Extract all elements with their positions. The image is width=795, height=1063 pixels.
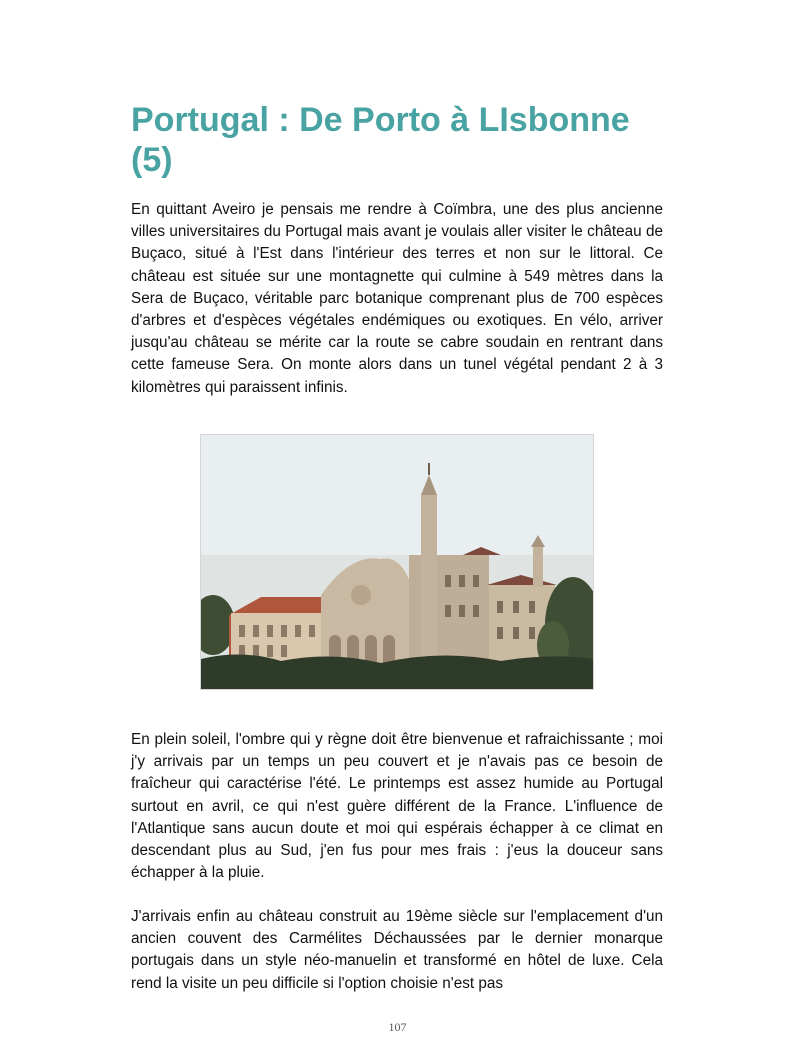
right-turret — [533, 547, 543, 587]
page-title: Portugal : De Porto à LIsbonne (5) — [131, 101, 630, 179]
bucaco-palace-photo — [200, 434, 594, 690]
paragraph-intro: En quittant Aveiro je pensais me rendre à Coïmbra, une des plus ancienne villes universitaires du Portugal mais avant je voulais aller visiter le château de Buçaco, situé à l'Est dans l'intérieur des terres et non sur le littoral. Ce château est située sur une montagnette qui culmine à 549 mètres dans la Sera de Buçaco, véritable parc botanique comprenant plus de 700 espèces d'arbres et d'espèces végétales endémiques ou exotiques. En vélo, arriver jusqu'au château se mérite car la route se cabre soudain en rentrant dans cette fameuse Sera. On monte alors dans un tunel végétal pendant 2 à 3 kilomètres qui paraissent infinis. — [131, 201, 663, 396]
bucaco-palace-illustration — [201, 435, 593, 689]
paragraph-arrival: J'arrivais enfin au château construit au 19ème siècle sur l'emplacement d'un ancien couvent des Carmélites Déchaussées par le dernier monarque portugais dans un style néo-manuelin et transformé en hôtel de luxe. Cela rend la visite un peu difficile si l'option choisie n'est pas — [131, 908, 663, 992]
pavilion-rose-window — [351, 585, 371, 605]
page-number: 107 — [388, 1020, 407, 1034]
tower-shaft — [421, 495, 437, 667]
paragraph-weather: En plein soleil, l'ombre qui y règne doit être bienvenue et rafraichissante ; moi j'y arrivais par un temps un peu couvert et je n'avais pas ce besoin de fraîcheur qui caractérise l'été. Le printemps est assez humide au Portugal surtout en avril, ce qui n'est guère différent de la France. L'influence de l'Atlantique sans aucun doute et moi qui espérais échapper à ce climat en descendant plus au Sud, j'en fus pour mes frais : j'eus la douceur sans échapper à la pluie. — [131, 731, 663, 882]
